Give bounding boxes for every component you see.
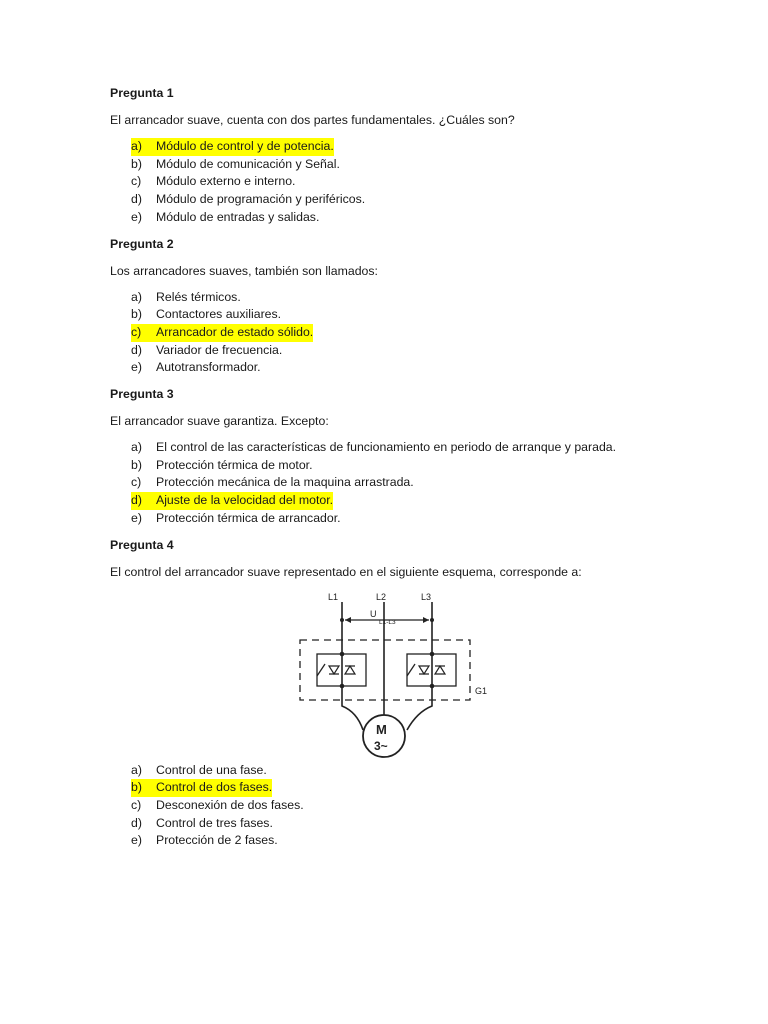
option-item: [131, 797, 670, 815]
option-text: Módulo de control y de potencia.: [156, 138, 334, 156]
option-letter: a): [131, 138, 156, 156]
option-text: Protección térmica de arrancador.: [156, 510, 341, 525]
question-3-text: El arrancador suave garantiza. Excepto:: [110, 414, 329, 429]
option-text: Control de una fase.: [156, 762, 267, 777]
option-text: Autotransformador.: [156, 360, 261, 375]
junction-dot: [340, 683, 345, 688]
question-1-text: El arrancador suave, cuenta con dos partes fundamentales. ¿Cuáles son?: [110, 113, 515, 127]
option-item: [131, 191, 670, 209]
option-item: [131, 173, 670, 191]
option-letter: d): [131, 342, 142, 357]
option-text: Protección de 2 fases.: [156, 833, 278, 848]
option-letter: c): [131, 174, 142, 189]
label-u: U: [370, 608, 377, 619]
option-letter: a): [131, 289, 142, 304]
option-item: [131, 306, 670, 324]
option-letter: e): [131, 833, 142, 848]
question-4-options: [110, 762, 670, 851]
option-text: El control de las características de funcionamiento en periodo de arranque y parada.: [156, 440, 617, 455]
option-text: Desconexión de dos fases.: [156, 797, 304, 812]
option-text: Protección mecánica de la maquina arrastrada.: [156, 475, 414, 490]
bypass-switch-right: [407, 664, 415, 676]
g1-dashed-box: [300, 640, 470, 700]
option-item: [131, 156, 670, 174]
label-u-sub: L1-L3: [379, 618, 396, 626]
thyristor-left-a: [329, 666, 339, 674]
voltage-arrow-left-head: [345, 617, 351, 623]
question-1-title: Pregunta 1: [110, 86, 174, 100]
option-text: Módulo de entradas y salidas.: [156, 209, 320, 224]
option-text: Contactores auxiliares.: [156, 307, 282, 322]
option-letter: c): [131, 324, 156, 342]
document-page: [110, 84, 670, 858]
voltage-arrow-right-head: [423, 617, 429, 623]
thyristor-right-a: [419, 666, 429, 674]
junction-dot: [430, 683, 435, 688]
option-text: Módulo externo e interno.: [156, 174, 296, 189]
thyristor-left-b: [345, 666, 355, 674]
question-2-options: [110, 289, 670, 378]
option-item: [131, 324, 670, 342]
option-item: [131, 779, 670, 797]
question-4-text: El control del arrancador suave representado en el siguiente esquema, corresponde a:: [110, 564, 582, 579]
option-letter: a): [131, 440, 142, 455]
question-1-options: [110, 138, 670, 227]
option-item: [131, 510, 670, 528]
option-letter: b): [131, 156, 142, 171]
question-3-options: [110, 439, 670, 528]
option-item: [131, 457, 670, 475]
motor-label-phase: 3~: [374, 738, 388, 753]
question-4-title: Pregunta 4: [110, 537, 174, 552]
option-text: Variador de frecuencia.: [156, 342, 283, 357]
question-2-text: Los arrancadores suaves, también son llamados:: [110, 263, 378, 278]
option-text: Protección térmica de motor.: [156, 457, 313, 472]
option-item: [131, 289, 670, 307]
circuit-diagram: [295, 590, 495, 758]
motor-label-m: M: [376, 721, 387, 737]
option-letter: c): [131, 797, 142, 812]
option-item: [131, 762, 670, 780]
option-letter: d): [131, 815, 142, 830]
option-text: Control de tres fases.: [156, 815, 273, 830]
question-1: [110, 84, 670, 227]
option-item: [131, 474, 670, 492]
option-letter: c): [131, 475, 142, 490]
option-letter: b): [131, 779, 156, 797]
option-text: Relés térmicos.: [156, 289, 241, 304]
label-l1: L1: [328, 591, 339, 602]
question-2: [110, 235, 670, 378]
option-item: [131, 815, 670, 833]
label-g1: G1: [475, 685, 488, 696]
option-letter: d): [131, 492, 156, 510]
option-item: [131, 138, 670, 156]
option-text: Ajuste de la velocidad del motor.: [156, 492, 333, 510]
junction-dot: [340, 618, 344, 622]
question-4: [110, 536, 670, 851]
option-letter: e): [131, 510, 142, 525]
option-letter: b): [131, 457, 142, 472]
junction-dot: [340, 651, 345, 656]
option-text: Módulo de programación y periféricos.: [156, 192, 366, 207]
motor-lead-l1: [342, 700, 363, 730]
soft-starter-diagram: [110, 590, 670, 762]
option-letter: a): [131, 762, 142, 777]
bypass-switch-left: [317, 664, 325, 676]
label-l3: L3: [421, 591, 432, 602]
junction-dot: [430, 651, 435, 656]
label-l2: L2: [376, 591, 387, 602]
option-item: [131, 439, 670, 457]
option-letter: b): [131, 307, 142, 322]
question-3-title: Pregunta 3: [110, 387, 174, 402]
option-item: [131, 359, 670, 377]
question-3: [110, 385, 670, 528]
option-item: [131, 209, 670, 227]
question-2-title: Pregunta 2: [110, 236, 174, 251]
option-item: [131, 832, 670, 850]
option-text: Control de dos fases.: [156, 779, 272, 797]
option-text: Arrancador de estado sólido.: [156, 324, 313, 342]
option-letter: e): [131, 360, 142, 375]
junction-dot: [430, 618, 434, 622]
option-text: Módulo de comunicación y Señal.: [156, 156, 340, 171]
thyristor-right-b: [435, 666, 445, 674]
motor-lead-l3: [407, 700, 432, 730]
option-letter: d): [131, 192, 142, 207]
option-item: [131, 492, 670, 510]
option-letter: e): [131, 209, 142, 224]
option-item: [131, 342, 670, 360]
